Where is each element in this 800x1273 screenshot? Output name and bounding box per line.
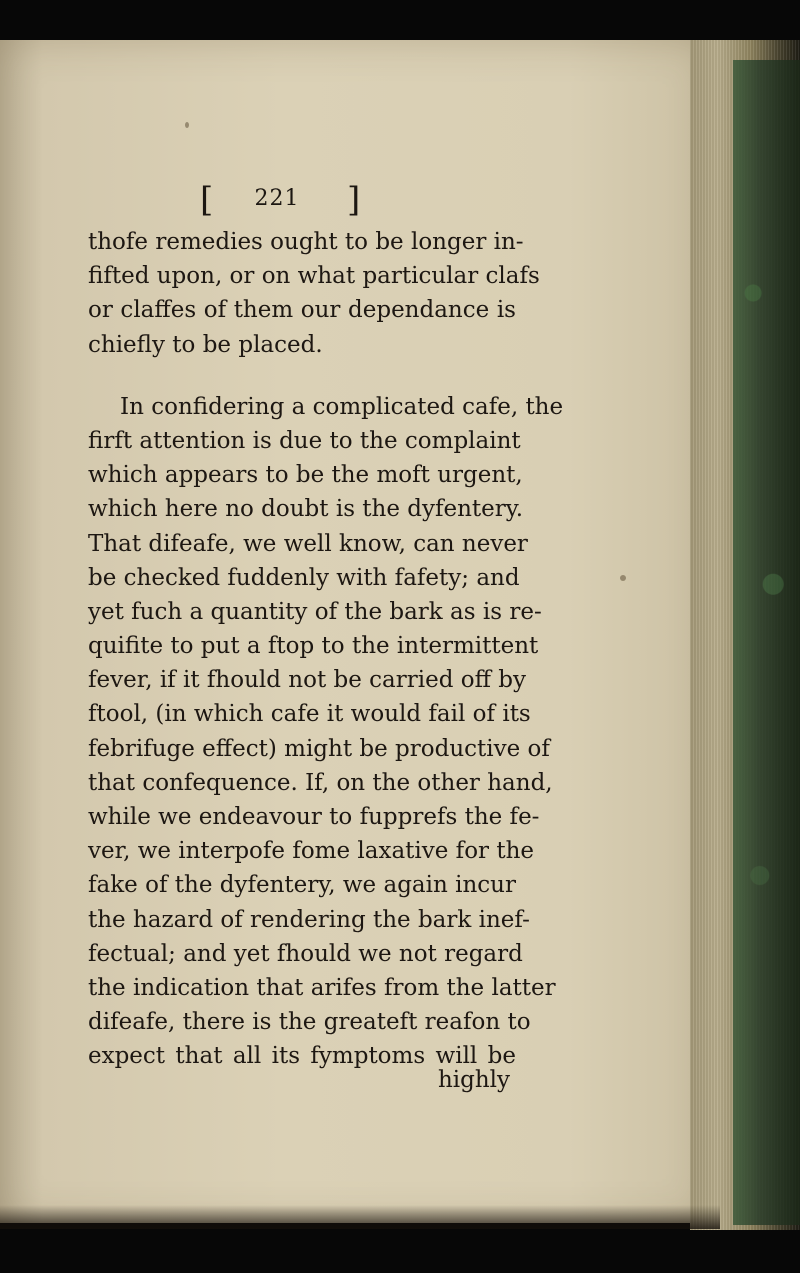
right-bracket: ] — [347, 180, 361, 220]
text-line: which appears to be the moft urgent, — [88, 462, 523, 489]
text-line: thofe remedies ought to be longer in- — [88, 229, 524, 255]
text-line: which here no doubt is the dyfentery. — [88, 496, 524, 523]
body-text — [88, 225, 564, 1074]
left-bracket: [ — [200, 180, 214, 220]
text-line: ver, we interpofe fome laxative for the — [88, 838, 535, 865]
text-line: expect that all its fymptoms will be — [88, 1043, 516, 1070]
page-header — [200, 180, 560, 220]
text-line: In confidering a complicated cafe, the — [120, 393, 564, 420]
text-line: fake of the dyfentery, we again incur — [88, 872, 516, 899]
text-line: quifite to put a ftop to the intermittent — [88, 633, 539, 660]
text-line: that confequence. If, on the other hand, — [88, 769, 553, 796]
catchword: highly — [437, 1067, 510, 1093]
text-line: the indication that arifes from the latter — [88, 974, 556, 1001]
text-line: febrifuge effect) might be productive of — [88, 735, 550, 762]
text-line: or claffes of them our dependance is — [88, 297, 516, 324]
text-line: firft attention is due to the complaint — [88, 427, 521, 454]
text-line: yet fuch a quantity of the bark as is re- — [88, 598, 542, 625]
text-line: fifted upon, or on what particular clafs — [88, 263, 540, 290]
text-line: be checked fuddenly with fafety; and — [88, 564, 520, 591]
page-number: 221 — [254, 186, 300, 211]
text-line: That difeafe, we well know, can never — [88, 530, 528, 557]
text-line: ftool, (in which cafe it would fail of its — [88, 701, 531, 728]
ink-speck — [185, 122, 189, 128]
text-line: fectual; and yet fhould we not regard — [88, 940, 523, 967]
text-line: the hazard of rendering the bark inef- — [88, 906, 530, 933]
book-binding-edge — [733, 60, 800, 1225]
paragraph-2 — [88, 390, 564, 1074]
paragraph-gap — [88, 362, 516, 390]
text-line: while we endeavour to fupprefs the fe- — [88, 804, 540, 830]
text-line: chiefly to be placed. — [88, 331, 323, 358]
page-shadow — [0, 1205, 720, 1229]
ink-speck — [620, 575, 626, 581]
paragraph-1 — [88, 225, 540, 362]
text-line: difeafe, there is the greateft reafon to — [88, 1009, 531, 1036]
text-line: fever, if it fhould not be carried off by — [88, 667, 526, 694]
